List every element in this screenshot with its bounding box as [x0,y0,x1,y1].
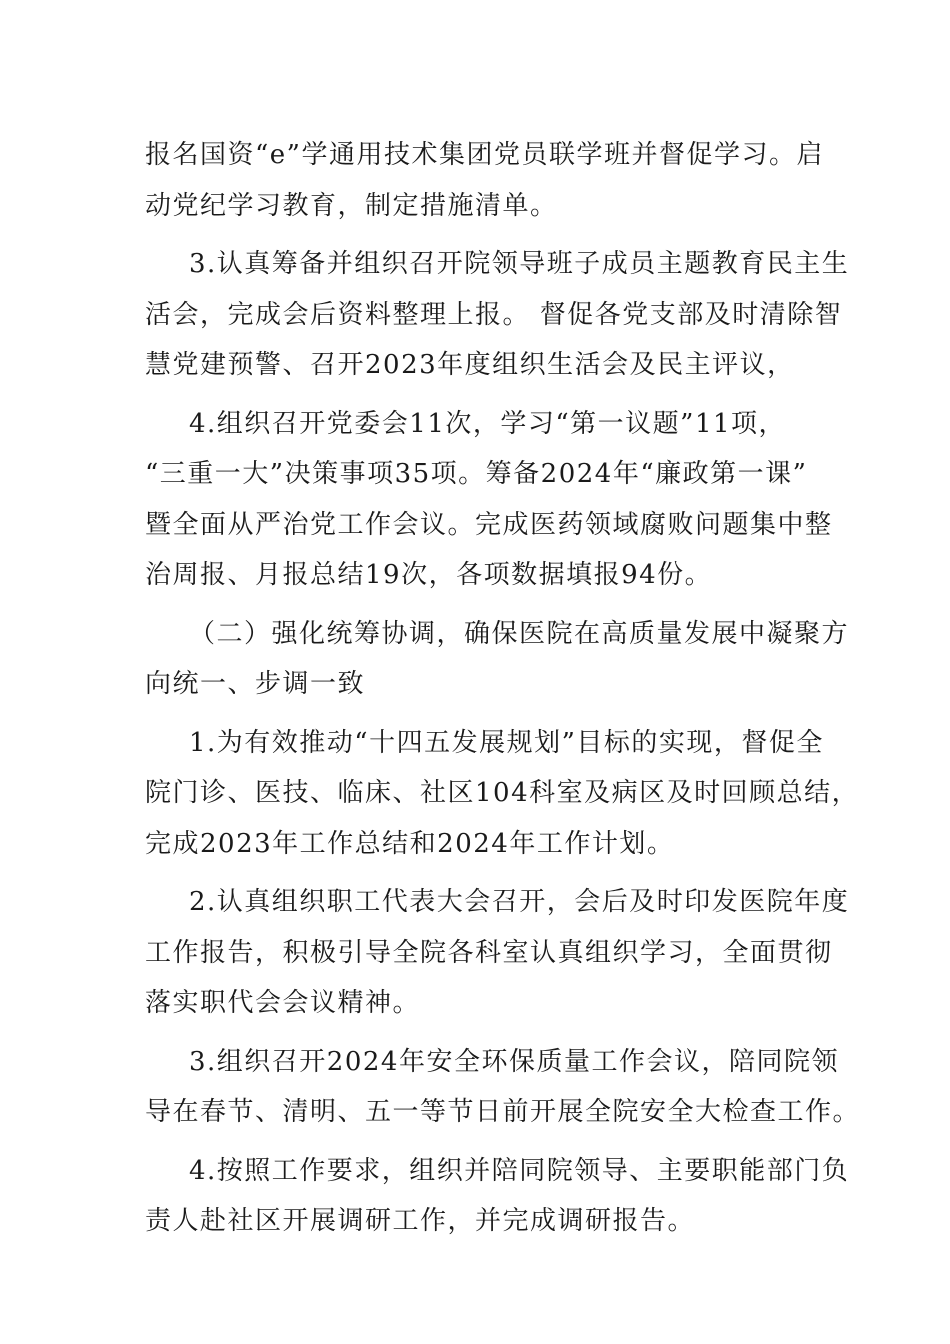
paragraph-line: 1.为有效推动“十四五发展规划”目标的实现，督促全 [189,727,824,758]
paragraph-line: 4.组织召开党委会11次，学习“第一议题”11项， [189,408,787,439]
paragraph-line: 3.组织召开2024年安全环保质量工作会议，陪同院领 [189,1046,839,1077]
paragraph-line: 2.认真组织职工代表大会召开，会后及时印发医院年度 [189,887,850,917]
paragraph-line: 4.按照工作要求，组织并陪同院领导、主要职能部门负 [189,1155,850,1186]
paragraph-line: 工作报告，积极引导全院各科室认真组织学习，全面贯彻 [145,937,833,968]
paragraph-line: 3.认真筹备并组织召开院领导班子成员主题教育民主生 [189,249,850,279]
section-heading: （二）强化统筹协调，确保医院在高质量发展中凝聚方 [189,618,850,649]
paragraph-line: 暨全面从严治党工作会议。完成医药领域腐败问题集中整 [145,509,833,540]
paragraph-line: 慧党建预警、召开2023年度组织生活会及民主评议， [145,350,795,380]
section-heading: 向统一、步调一致 [145,669,366,699]
document-body [145,130,861,1247]
paragraph-line: 完成2023年工作总结和2024年工作计划。 [145,828,675,859]
paragraph-line: 落实职代会会议精神。 [145,988,421,1018]
paragraph-line: 院门诊、医技、临床、社区104科室及病区及时回顾总结， [145,778,860,808]
paragraph-line: 活会，完成会后资料整理上报。 督促各党支部及时清除智 [145,299,843,330]
paragraph-line: “三重一大”决策事项35项。筹备2024年“廉政第一课” [145,459,808,489]
paragraph-line: 责人赴社区开展调研工作，并完成调研报告。 [145,1206,696,1236]
paragraph-line: 报名国资“e”学通用技术集团党员联学班并督促学习。启 [145,140,824,170]
paragraph-line: 导在春节、清明、五一等节日前开展全院安全大检查工作。 [145,1097,861,1127]
paragraph-line: 动党纪学习教育，制定措施清单。 [145,190,558,221]
paragraph-line: 治周报、月报总结19次，各项数据填报94份。 [145,560,713,590]
